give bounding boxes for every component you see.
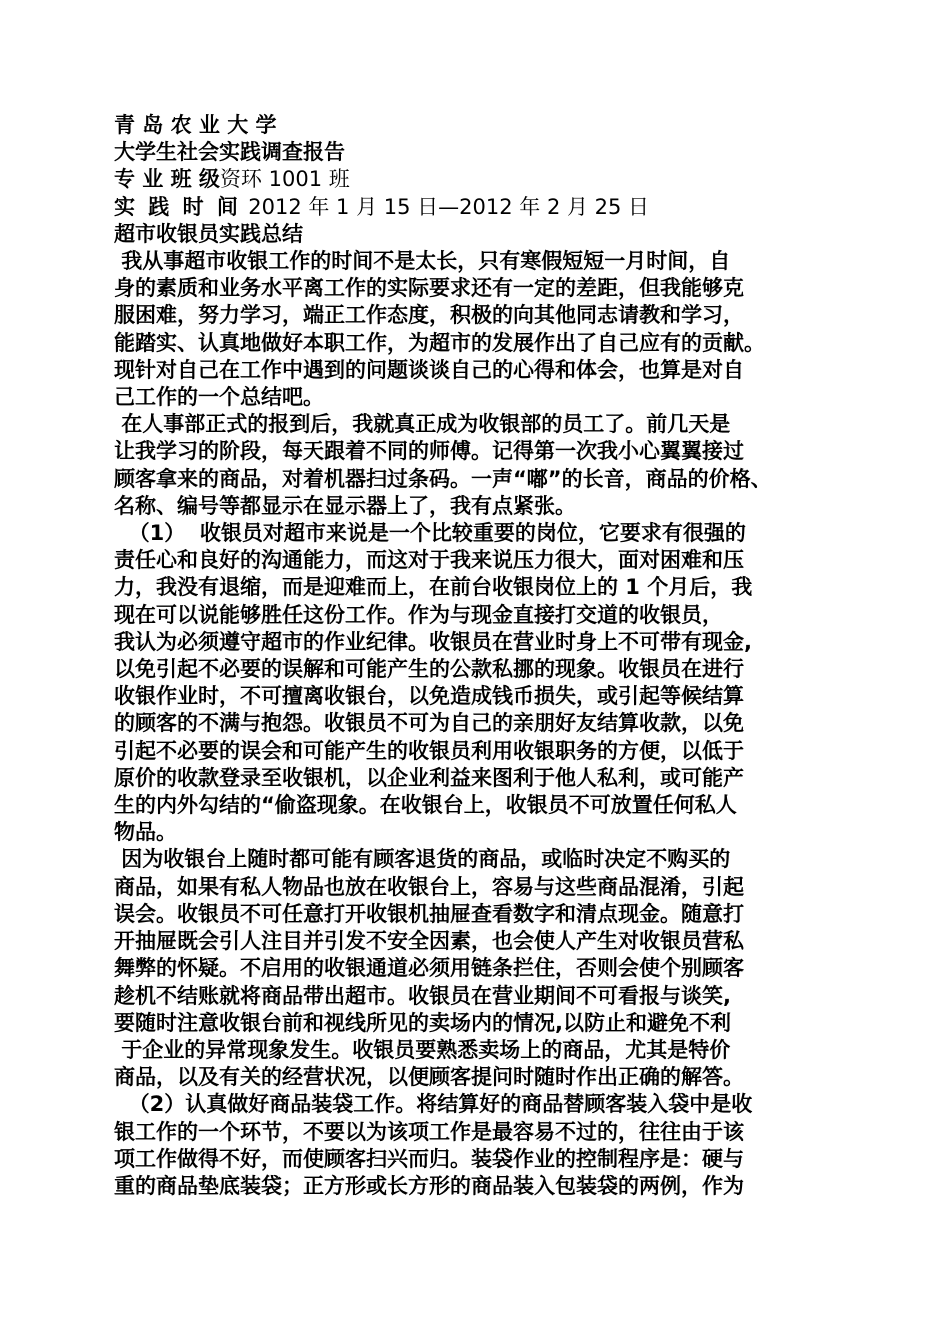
body-line: 误会。收银员不可任意打开收银机抽屉查看数字和清点现金。随意打 (114, 901, 744, 926)
body-line: 现在可以说能够胜任这份工作。作为与现金直接打交道的收银员， (114, 602, 723, 627)
body-line: 项工作做得不好，而使顾客扫兴而归。装袋作业的控制程序是：硬与 (114, 1146, 744, 1171)
body-line: 于企业的异常现象发生。收银员要熟悉卖场上的商品，尤其是特价 (114, 1037, 731, 1062)
body-line: 原价的收款登录至收银机，以企业利益来图利于他人私利，或可能产 (114, 765, 744, 790)
major-class-label: 专 业 班 级 (114, 167, 220, 192)
body-line: 力，我没有退缩，而是迎难而上，在前台收银岗位上的 1 个月后，我 (114, 575, 753, 600)
body-line: （1） 收银员对超市来说是一个比较重要的岗位，它要求有很强的 (114, 521, 746, 546)
practice-time-value: 2012 年 1 月 15 日—2012 年 2 月 25 日 (248, 194, 650, 219)
body-line: 责任心和良好的沟通能力，而这对于我来说压力很大，面对困难和压 (114, 548, 744, 573)
body-line: 服困难，努力学习，端正工作态度，积极的向其他同志请教和学习， (114, 303, 744, 328)
body-line: 名称、编号等都显示在显示器上了，我有点紧张。 (114, 493, 576, 518)
body-line: 我认为必须遵守超市的作业纪律。收银员在营业时身上不可带有现金, (114, 629, 752, 654)
body-line: 顾客拿来的商品，对着机器扫过条码。一声“嘟”的长音，商品的价格、 (114, 466, 772, 491)
body-line: 重的商品垫底装袋；正方形或长方形的商品装入包装袋的两例，作为 (114, 1173, 744, 1198)
practice-time-label: 实 践 时 间 (114, 194, 241, 219)
major-class-value: 资环 1001 班 (219, 167, 350, 192)
document-page (114, 112, 839, 1200)
body-line: 开抽屉既会引人注目并引发不安全因素，也会使人产生对收银员营私 (114, 929, 744, 954)
body-line: 身的素质和业务水平离工作的实际要求还有一定的差距，但我能够克 (114, 276, 744, 301)
body-line: 收银作业时，不可擅离收银台，以免造成钱币损失，或引起等候结算 (114, 684, 744, 709)
report-title: 大学生社会实践调查报告 (114, 140, 345, 165)
practice-time-row (114, 194, 839, 221)
body-line: 物品。 (114, 820, 177, 845)
body-line: 在人事部正式的报到后，我就真正成为收银部的员工了。前几天是 (114, 412, 731, 437)
body-line: 商品，如果有私人物品也放在收银台上，容易与这些商品混淆，引起 (114, 874, 744, 899)
body-line: 商品，以及有关的经营状况，以便顾客提问时随时作出正确的解答。 (114, 1065, 744, 1090)
body-line: 以免引起不必要的误解和可能产生的公款私挪的现象。收银员在进行 (114, 657, 744, 682)
body-line: 舞弊的怀疑。不启用的收银通道必须用链条拦住，否则会使个别顾客 (114, 956, 744, 981)
body-line: 能踏实、认真地做好本职工作，为超市的发展作出了自己应有的贡献。 (114, 330, 765, 355)
body-line: 要随时注意收银台前和视线所见的卖场内的情况,以防止和避免不利 (114, 1010, 731, 1035)
body-line: 生的内外勾结的“偷盗现象。在收银台上，收银员不可放置任何私人 (114, 793, 737, 818)
body-line: 现针对自己在工作中遇到的问题谈谈自己的心得和体会，也算是对自 (114, 357, 744, 382)
body-line: 银工作的一个环节，不要以为该项工作是最容易不过的，往往由于该 (114, 1119, 744, 1144)
body-line: 的顾客的不满与抱怨。收银员不可为自己的亲朋好友结算收款，以免 (114, 711, 744, 736)
body-line: 我从事超市收银工作的时间不是太长，只有寒假短短一月时间，自 (114, 249, 731, 274)
body-line: 引起不必要的误会和可能产生的收银员利用收银职务的方便，以低于 (114, 738, 744, 763)
major-class-row (114, 166, 839, 193)
body-line: 趁机不结账就将商品带出超市。收银员在营业期间不可看报与谈笑, (114, 983, 731, 1008)
summary-title: 超市收银员实践总结 (114, 221, 303, 246)
body-line: 让我学习的阶段，每天跟着不同的师傅。记得第一次我小心翼翼接过 (114, 439, 744, 464)
university-name: 青 岛 农 业 大 学 (114, 113, 277, 137)
body-text (114, 248, 839, 1200)
body-line: 因为收银台上随时都可能有顾客退货的商品，或临时决定不购买的 (114, 847, 731, 872)
body-line: （2）认真做好商品装袋工作。将结算好的商品替顾客装入袋中是收 (114, 1092, 753, 1117)
body-line: 己工作的一个总结吧。 (114, 385, 324, 410)
